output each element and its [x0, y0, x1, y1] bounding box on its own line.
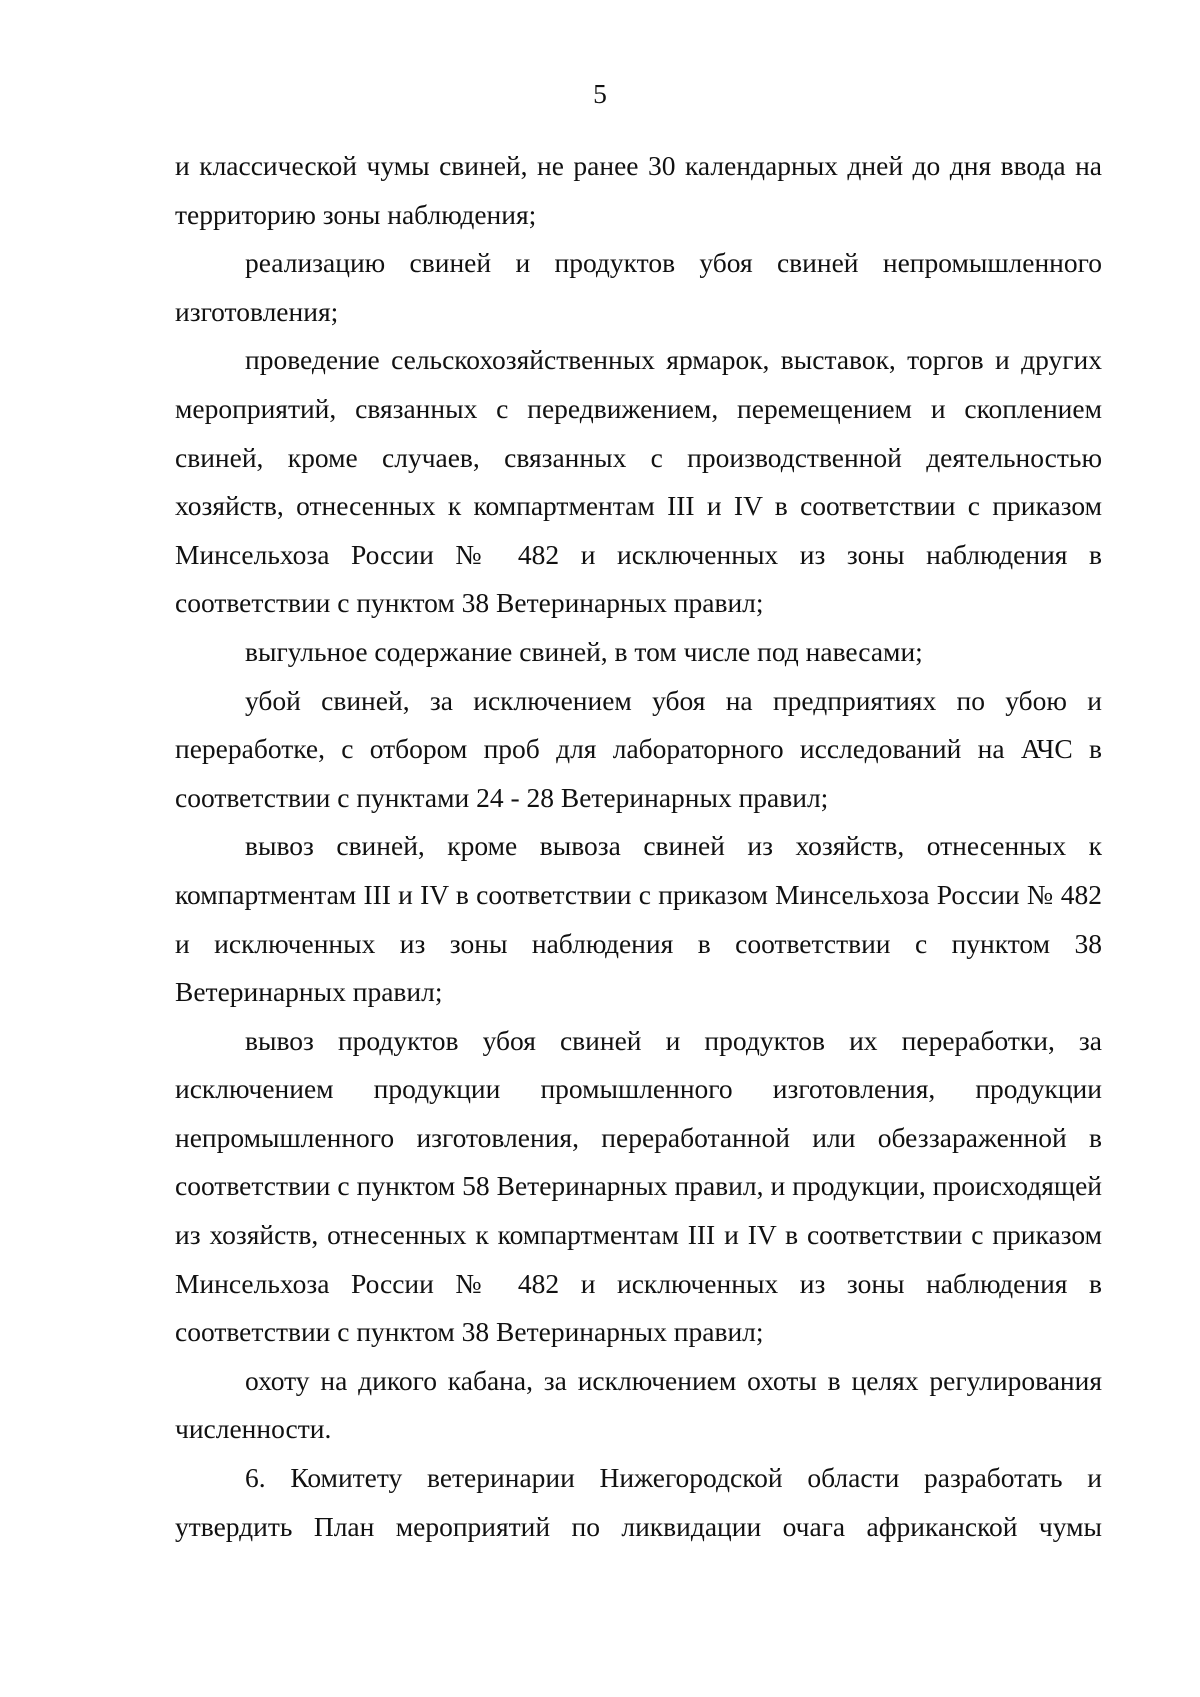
- page-number: 5: [593, 78, 607, 109]
- paragraph-fairs-restriction: проведение сельскохозяйственных ярмарок, выставок, торгов и других мероприятий, связанных с передвижением, перемещением и скоплением свиней, кроме случаев, связанных с производственной деятельностью хозяйств, отнесенных к компартментам III и IV в соответствии с приказом Минсельхоза России № 482 и исключенных из зоны наблюдения в соответствии с пунктом 38 Ветеринарных правил;: [175, 344, 1102, 619]
- paragraph-hunting-restriction: охоту на дикого кабана, за исключением охоты в целях регулирования численности.: [175, 1364, 1102, 1445]
- paragraph-continuation: и классической чумы свиней, не ранее 30 календарных дней до дня ввода на территорию зоны наблюдения;: [175, 150, 1102, 230]
- paragraph-sale-restriction: реализацию свиней и продуктов убоя свиней непромышленного изготовления;: [175, 247, 1102, 327]
- paragraph-slaughter-restriction: убой свиней, за исключением убоя на предприятиях по убою и переработке, с отбором проб для лабораторного исследований на АЧС в соответствии с пунктами 24 - 28 Ветеринарных правил;: [175, 684, 1102, 813]
- paragraph-product-export-restriction: вывоз продуктов убоя свиней и продуктов их переработки, за исключением продукции промышленного изготовления, продукции непромышленного изготовления, переработанной или обеззараженной в соответствии с пунктом 58 Ветеринарных правил, и продукции, происходящей из хозяйств, отнесенных к компартментам III и IV в соответствии с приказом Минсельхоза России № 482 и исключенных из зоны наблюдения в соответствии с пунктом 38 Ветеринарных правил;: [175, 1024, 1102, 1348]
- paragraph-pig-export-restriction: вывоз свиней, кроме вывоза свиней из хозяйств, отнесенных к компартментам III и IV в соответствии с приказом Минсельхоза России № 482 и исключенных из зоны наблюдения в соответствии с пунктом 38 Ветеринарных правил;: [175, 830, 1102, 1008]
- document-body: [175, 142, 1102, 1551]
- paragraph-free-range-restriction: выгульное содержание свиней, в том числе под навесами;: [245, 635, 923, 667]
- paragraph-item-6: 6. Комитету ветеринарии Нижегородской области разработать и утвердить План мероприятий по ликвидации очага африканской чумы: [175, 1462, 1102, 1542]
